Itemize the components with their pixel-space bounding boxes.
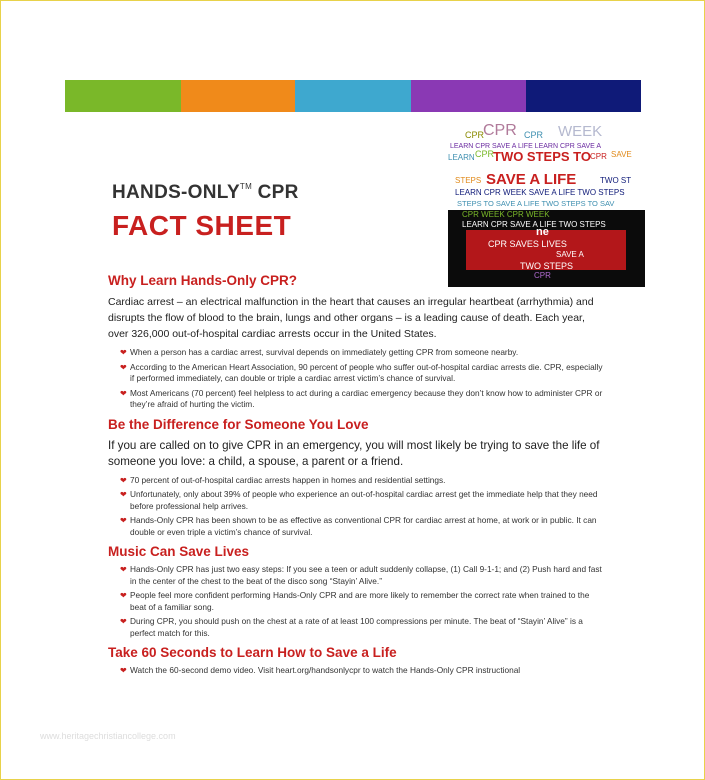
- heart-icon: ❤: [120, 348, 127, 357]
- cloud-word: CPR: [524, 130, 544, 140]
- title-cpr: CPR: [252, 182, 299, 203]
- cloud-word: CPR: [465, 130, 485, 140]
- list-item-text: According to the American Heart Association, 90 percent of people who suffer out-of-hospital cardiac arrests die. CPR, especially if performed immediately, can double or triple a cardiac arrest victim’s chance of survival.: [130, 361, 603, 383]
- cloud-word: TWO STEPS TO: [493, 149, 591, 164]
- cloud-word: CPR WEEK CPR WEEK: [462, 210, 550, 219]
- cloud-word: WEEK: [558, 123, 603, 140]
- bullet-list: [108, 475, 603, 539]
- cloud-word: STEPS TO SAVE A LIFE TWO STEPS TO SAV: [457, 199, 615, 208]
- bullet-list: [108, 564, 603, 639]
- heart-icon: ❤: [120, 475, 127, 485]
- watermark: www.heritagechristiancollege.com: [40, 731, 176, 741]
- list-item-text: Most Americans (70 percent) feel helpless to act during a cardiac emergency because they don’t know how to administer CPR or they’re afraid of hurting the victim.: [130, 387, 603, 409]
- color-bar-navy: [526, 80, 641, 112]
- section-heading: Be the Difference for Someone You Love: [108, 416, 369, 432]
- trademark: TM: [239, 182, 253, 191]
- list-item-text: 70 percent of out-of-hospital cardiac arrests happen in homes and residential settings.: [130, 474, 446, 485]
- cloud-word: LEARN CPR WEEK SAVE A LIFE TWO STEPS: [455, 188, 625, 197]
- color-bar-green: [65, 80, 181, 112]
- bullet-list: [108, 665, 603, 677]
- cloud-word: CPR: [483, 122, 517, 139]
- list-item: [120, 347, 603, 359]
- list-item: [120, 590, 603, 613]
- list-item-text: People feel more confident performing Hands-Only CPR and are more likely to remember the correct rate when trained to the beat of a familiar song.: [130, 590, 590, 612]
- list-item: [120, 616, 603, 639]
- heart-icon: ❤: [120, 362, 127, 372]
- cloud-word: SAVE A: [556, 250, 584, 259]
- title-hands-only: HANDS-ONLY: [112, 182, 240, 203]
- cloud-word: LEARN: [448, 153, 475, 162]
- section-intro: If you are called on to give CPR in an emergency, you will most likely be trying to save the life of someone you love: a child, a spouse, a parent or a friend.: [108, 438, 600, 468]
- list-item-text: Hands-Only CPR has just two easy steps: If you see a teen or adult suddenly collapse, (1) Call 9-1-1; and (2) Push hard and fast in the center of the chest to the beat of the disco song “Stayin’ Alive.”: [130, 564, 602, 586]
- color-bar-purple: [411, 80, 526, 112]
- cpr-word-cloud-image: [448, 120, 645, 290]
- list-item-text: Unfortunately, only about 39% of people who experience an out-of-hospital cardiac arrest get the immediate help that they need before professional help arrives.: [130, 489, 598, 511]
- cloud-word: SAVE A LIFE: [486, 171, 577, 188]
- cloud-word: LEARN CPR SAVE A LIFE LEARN CPR SAVE A: [450, 143, 602, 150]
- list-item-text: When a person has a cardiac arrest, survival depends on immediately getting CPR from someone nearby.: [130, 347, 519, 357]
- heart-icon: ❤: [120, 388, 127, 398]
- cloud-word: CPR: [534, 271, 551, 280]
- title-line1: [112, 182, 299, 204]
- cloud-word: CPR SAVES LIVES: [488, 239, 567, 249]
- heart-icon: ❤: [120, 617, 127, 626]
- color-bar-blue: [295, 80, 411, 112]
- list-item: [120, 665, 603, 677]
- list-item: [120, 475, 603, 487]
- cloud-word: LEARN CPR SAVE A LIFE TWO STEPS: [462, 220, 606, 229]
- title-fact-sheet: FACT SHEET: [112, 210, 292, 241]
- cloud-word: CPR: [590, 152, 607, 161]
- cloud-word: TWO STEPS: [520, 261, 574, 271]
- cloud-word: TWO ST: [600, 176, 632, 185]
- color-bar: [65, 80, 641, 112]
- section-be-the-difference: [108, 417, 603, 539]
- heart-icon: ❤: [120, 666, 127, 675]
- list-item: [120, 515, 603, 538]
- list-item-text: Watch the 60-second demo video. Visit heart.org/handsonlycpr to watch the Hands-Only CPR instructional: [130, 665, 521, 675]
- heart-icon: ❤: [120, 490, 127, 499]
- section-intro: Cardiac arrest – an electrical malfunction in the heart that causes an irregular heartbeat (arrhythmia) and disrupts the flow of blood to the brain, lungs and other organs – is a leading cause of death. Each year, over 326,000 out-of-hospital cardiac arrests occur in the United States.: [108, 296, 594, 340]
- section-music: [108, 544, 603, 639]
- section-heading: Take 60 Seconds to Learn How to Save a Life: [108, 645, 397, 660]
- list-item: [120, 564, 603, 587]
- heart-icon: ❤: [120, 565, 127, 574]
- list-item-text: Hands-Only CPR has been shown to be as effective as conventional CPR for cardiac arrest at home, at work or in public. It can double or even triple a victim’s chance of survival.: [130, 515, 597, 537]
- heart-icon: ❤: [120, 516, 127, 525]
- list-item: [120, 388, 603, 411]
- list-item: [120, 362, 603, 385]
- list-item-text: During CPR, you should push on the chest at a rate of at least 100 compressions per minute. The beat of “Stayin’ Alive” is a perfect match for this.: [130, 616, 583, 638]
- cloud-word: CPR: [475, 149, 495, 159]
- heart-icon: ❤: [120, 591, 127, 600]
- cloud-word: STEPS: [455, 176, 482, 185]
- color-bar-orange: [181, 80, 295, 112]
- cloud-word: SAVE: [611, 150, 632, 159]
- bullet-list: [108, 347, 603, 411]
- section-heading: Music Can Save Lives: [108, 544, 250, 559]
- section-take-60-seconds: [108, 645, 603, 677]
- section-heading: Why Learn Hands-Only CPR?: [108, 273, 298, 288]
- cloud-word: ne: [536, 226, 549, 238]
- list-item: [120, 489, 603, 512]
- title-block: [112, 182, 299, 242]
- section-why-learn: [108, 273, 603, 411]
- fact-sheet-content: [108, 273, 603, 680]
